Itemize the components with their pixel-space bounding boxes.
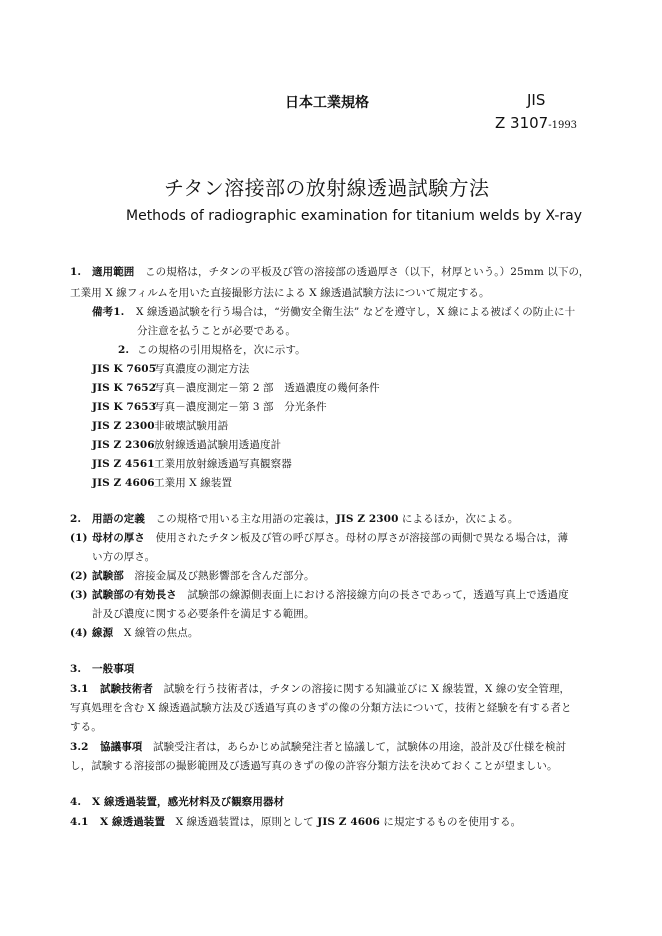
term-item: [70, 569, 315, 584]
sec31-text: 試験を行う技術者は，チタンの溶接に関する知識並びに X 線装置，X 線の安全管理，: [163, 683, 571, 695]
ref-item: [92, 381, 380, 396]
sec1-num: 1.: [70, 266, 82, 278]
term-name: 試験部: [92, 570, 124, 582]
sec32-line1: [70, 740, 566, 755]
sec41-heading: X 線透過装置: [100, 816, 166, 828]
header-std-id: [495, 113, 577, 132]
sec4-heading: X 線透過装置，感光材料及び観察用器材: [92, 796, 285, 808]
sec41-text-a: X 線透過装置は，原則として: [175, 816, 318, 828]
sec1-text1: この規格は，チタンの平板及び管の溶接部の透過厚さ（以下，材厚という。）25mm 以下の，: [145, 266, 590, 278]
ref-item: [92, 476, 232, 491]
ref-item: [92, 419, 228, 434]
sec32-text: 試験受注者は，あらかじめ試験発注者と協議して，試験体の用途，設計及び仕様を検討: [153, 741, 567, 753]
sec1-note1a: X 線透過試験を行う場合は，“労働安全衛生法” などを遵守し，X 線による被ばくの防止に十: [136, 306, 576, 318]
sec3-heading: 一般事項: [92, 663, 135, 675]
ref-code: JIS K 7652: [92, 382, 157, 394]
sec31-num: 3.1: [70, 683, 89, 695]
sec2-text-b: によるほか，次による。: [398, 513, 519, 525]
term-num: (2): [70, 570, 88, 582]
term-def: 溶接金属及び熱影響部を含んだ部分。: [134, 570, 315, 582]
sec41-line: [70, 815, 521, 830]
ref-title: 写真濃度の測定方法: [154, 363, 250, 375]
ref-code: JIS Z 2306: [92, 439, 155, 451]
ref-item: [92, 438, 281, 453]
sec31-line3: する。: [70, 721, 102, 733]
title-ja: チタン溶接部の放射線透過試験方法: [164, 176, 490, 200]
sec1-line1: [70, 265, 589, 280]
sec1-heading: 適用範囲: [92, 266, 135, 278]
sec1-note1-line2: 分注意を払うことが必要である。: [137, 325, 296, 337]
ref-title: 放射線透過試験用透過度計: [154, 439, 282, 451]
ref-code: JIS Z 4561: [92, 458, 155, 470]
header-org: 日本工業規格: [285, 95, 369, 111]
sec41-text-b: に規定するものを使用する。: [379, 816, 522, 828]
header-std-prefix: JIS: [527, 91, 546, 109]
sec2-num: 2.: [70, 513, 82, 525]
term-item: [70, 626, 198, 641]
ref-title: 工業用 X 線装置: [154, 477, 233, 489]
sec31-line1: [70, 682, 570, 697]
sec1-line2: 工業用 X 線フィルムを用いた直接撮影方法による X 線透過試験方法について規定する。: [70, 287, 490, 299]
sec41-num: 4.1: [70, 816, 89, 828]
sec1-note2-num: 2.: [118, 344, 130, 356]
sec32-num: 3.2: [70, 741, 89, 753]
term-def: 試験部の線源側表面上における溶接線方向の長さであって，透過写真上で透過度: [187, 589, 569, 601]
ref-item: [92, 400, 327, 415]
sec3-num: 3.: [70, 663, 82, 675]
sec31-line2: 写真処理を含む X 線透過試験方法及び透過写真のきずの像の分類方法について，技術と経験を有する者と: [70, 702, 572, 714]
term-def: X 線管の焦点。: [123, 627, 199, 639]
ref-title: 写真－濃度測定－第 2 部 透過濃度の幾何条件: [154, 382, 380, 394]
term-def-cont: 計及び濃度に関する必要条件を満足する範囲。: [92, 608, 315, 620]
sec1-note-label: 備考1.: [92, 306, 125, 318]
ref-code: JIS Z 4606: [92, 477, 155, 489]
ref-title: 非破壊試験用語: [154, 420, 229, 432]
term-item: [70, 531, 568, 546]
sec41-text-ref: JIS Z 4606: [317, 816, 380, 828]
sec32-line2: し，試験する溶接部の撮影範囲及び透過写真のきずの像の許容分類方法を決めておくことが望ましい。: [70, 760, 558, 772]
sec2-line1: [70, 512, 519, 527]
sec3-heading-line: [70, 662, 134, 677]
term-item: [70, 588, 569, 603]
term-def-cont: い方の厚さ。: [92, 551, 156, 563]
term-num: (3): [70, 589, 88, 601]
term-def: 使用されたチタン板及び管の呼び厚さ。母材の厚さが溶接部の両側で異なる場合は，薄: [155, 532, 569, 544]
ref-title: 工業用放射線透過写真観察器: [154, 458, 292, 470]
sec2-heading: 用語の定義: [92, 513, 145, 525]
sec32-heading: 協議事項: [100, 741, 143, 753]
term-num: (4): [70, 627, 88, 639]
sec2-text-ref: JIS Z 2300: [335, 513, 399, 525]
ref-code: JIS K 7605: [92, 363, 157, 375]
term-num: (1): [70, 532, 88, 544]
sec2-text-a: この規格で用いる主な用語の定義は，: [155, 513, 336, 525]
ref-item: [92, 362, 249, 377]
ref-code: JIS Z 2300: [92, 420, 155, 432]
ref-title: 写真－濃度測定－第 3 部 分光条件: [154, 401, 327, 413]
sec1-note2: [118, 343, 306, 358]
sec4-num: 4.: [70, 796, 82, 808]
header-std-number: Z 3107: [495, 114, 549, 132]
title-en: Methods of radiographic examination for titanium welds by X-ray: [126, 208, 583, 224]
term-name: 母材の厚さ: [92, 532, 145, 544]
term-name: 線源: [92, 627, 114, 639]
sec1-note2-text: この規格の引用規格を，次に示す。: [137, 344, 306, 356]
ref-item: [92, 457, 292, 472]
sec1-note1-line1: [92, 305, 575, 320]
header-std-year: -1993: [548, 120, 578, 131]
term-name: 試験部の有効長さ: [92, 589, 177, 601]
ref-code: JIS K 7653: [92, 401, 157, 413]
sec4-heading-line: [70, 795, 284, 810]
sec31-heading: 試験技術者: [100, 683, 153, 695]
